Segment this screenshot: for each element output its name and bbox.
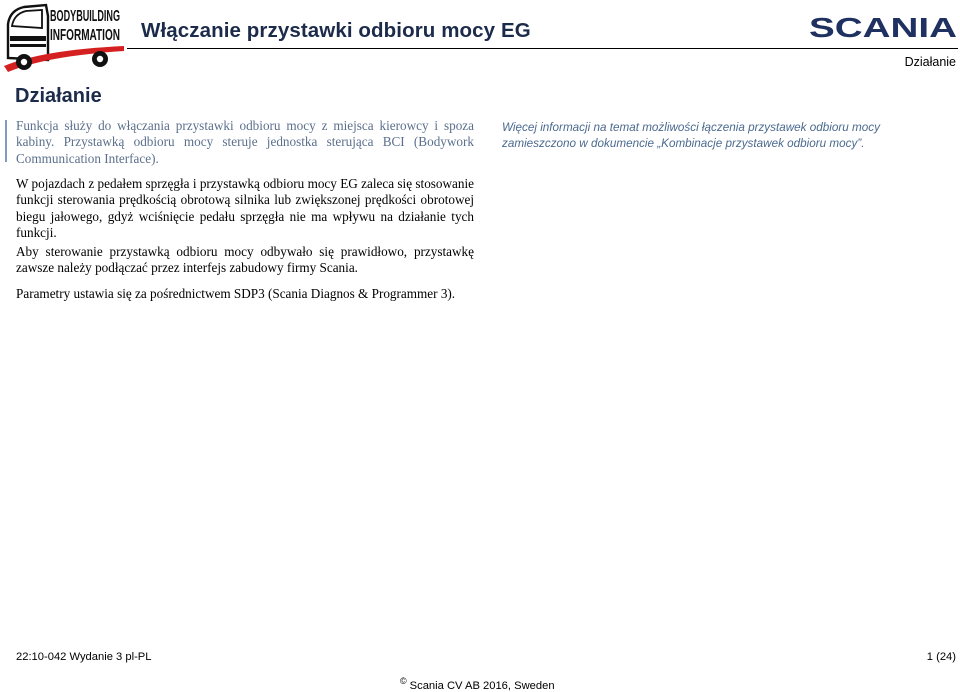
body-paragraph: W pojazdach z pedałem sprzęgła i przystawką odbioru mocy EG zaleca się stosowanie funkcji sterowania prędkością obrotową silnika lub zwiększonej prędkości obrotowej biegu jałowego, gdyż wciśnięcie pedału sprzęgła nie ma wpływu na działanie tych funkcji. — [16, 176, 474, 240]
intro-paragraph: Funkcja służy do włączania przystawki odbioru mocy z miejsca kierowcy i spoza kabiny. Przystawką odbioru mocy steruje jednostka sterująca BCI (Bodywork Communication Interface). — [16, 118, 474, 166]
bodybuilding-information-logo — [2, 2, 126, 74]
body-paragraph: Aby sterowanie przystawką odbioru mocy odbywało się prawidłowo, przystawkę zawsze należy podłączać przez interfejs zabudowy firmy Scania. — [16, 244, 474, 276]
scania-logo — [809, 13, 957, 41]
section-heading: Działanie — [15, 85, 102, 107]
document-title: Włączanie przystawki odbioru mocy EG — [141, 19, 531, 42]
header-divider — [127, 48, 958, 49]
copyright-text: Scania CV AB 2016, Sweden — [409, 680, 555, 692]
document-reference: 22:10-042 Wydanie 3 pl-PL — [16, 651, 152, 663]
copyright — [400, 676, 555, 692]
change-bar — [5, 120, 7, 162]
cross-reference-note: Więcej informacji na temat możliwości łączenia przystawek odbioru mocy zamieszczono w dokumencie „Kombinacje przystawek odbioru mocy”. — [502, 121, 880, 150]
header-section-label: Działanie — [904, 55, 956, 69]
scania-logo-text: SCANIA — [809, 12, 957, 43]
page-number: 1 (24) — [926, 651, 956, 663]
logo-text-line1: BODYBUILDING — [50, 8, 120, 25]
body-paragraph: Parametry ustawia się za pośrednictwem SDP3 (Scania Diagnos & Programmer 3). — [16, 286, 456, 301]
copyright-symbol: © — [400, 676, 407, 686]
logo-text-line2: INFORMATION — [50, 27, 120, 44]
